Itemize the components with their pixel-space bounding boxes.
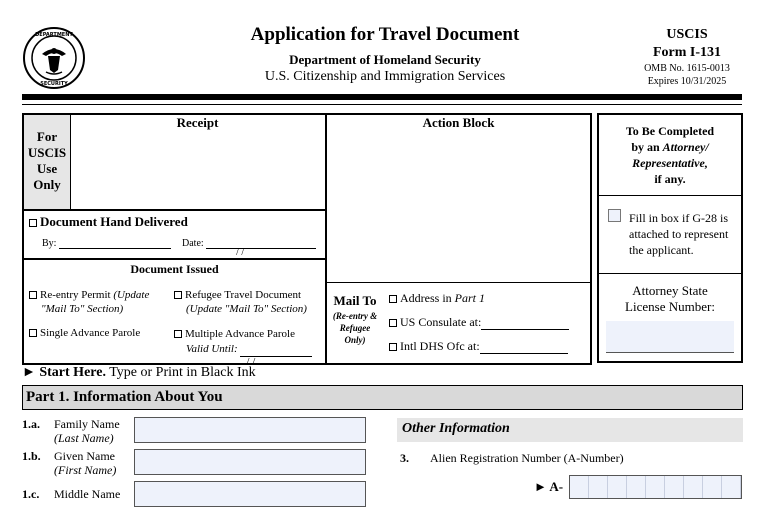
form-title: Application for Travel Document	[250, 24, 520, 45]
receipt-heading: Receipt	[176, 115, 219, 130]
checkbox-icon[interactable]	[389, 319, 397, 327]
a-number-prefix: ► A-	[534, 479, 564, 494]
attorney-license-input[interactable]	[606, 321, 734, 353]
mail-to-label: Mail To	[333, 293, 377, 308]
other-information-heading: Other Information	[402, 421, 510, 436]
a-number-label: Alien Registration Number (A-Number)	[430, 451, 624, 465]
us-consulate-option[interactable]: US Consulate at:	[389, 315, 569, 330]
omb-number: OMB No. 1615-0013	[644, 63, 730, 74]
given-name-input[interactable]	[134, 449, 366, 475]
svg-text:DEPARTMENT: DEPARTMENT	[35, 32, 73, 38]
field-number: 1.a.	[22, 417, 40, 431]
expiration-date: Expires 10/31/2025	[647, 76, 727, 87]
agency-name: U.S. Citizenship and Immigration Services	[264, 69, 506, 84]
checkbox-icon[interactable]	[174, 330, 182, 338]
checkbox-icon[interactable]	[389, 343, 397, 351]
g28-instructions: Fill in box if G-28 is attached to represent the applicant.	[629, 211, 729, 257]
dhs-seal-icon	[22, 26, 86, 90]
svg-text:SECURITY: SECURITY	[40, 81, 68, 87]
action-block-heading: Action Block	[422, 115, 495, 130]
address-in-part1-option[interactable]: Address in Part 1	[389, 291, 485, 306]
for-uscis-use-only: For USCIS Use Only	[27, 129, 67, 192]
dhs-seal	[22, 26, 86, 90]
attorney-heading: To Be Completed by an Attorney/ Representative, if any.	[625, 124, 715, 186]
checkbox-icon[interactable]	[29, 219, 37, 227]
a-number-input[interactable]	[569, 475, 742, 499]
field-number: 1.c.	[22, 487, 40, 501]
mail-to-sublabel: (Re-entry & Refugee Only)	[332, 311, 378, 345]
part1-title: Part 1. Information About You	[26, 389, 223, 405]
header-rule	[22, 94, 742, 100]
checkbox-icon[interactable]	[29, 291, 37, 299]
department-name: Department of Homeland Security	[289, 52, 481, 67]
reentry-permit-option[interactable]: Re-entry Permit (Update "Mail To" Section)	[29, 288, 149, 316]
checkbox-icon[interactable]	[174, 291, 182, 299]
family-name-label: Family Name (Last Name)	[54, 417, 120, 445]
g28-checkbox[interactable]	[608, 209, 621, 222]
header-rule-thin	[22, 104, 742, 105]
single-advance-parole-option[interactable]: Single Advance Parole	[29, 327, 140, 339]
field-number: 1.b.	[22, 449, 41, 463]
multiple-advance-parole-option[interactable]: Multiple Advance Parole Valid Until: / /	[174, 327, 312, 357]
by-line: By:	[42, 238, 171, 249]
middle-name-input[interactable]	[134, 481, 366, 507]
refugee-travel-doc-option[interactable]: Refugee Travel Document (Update "Mail To" Section)	[174, 288, 307, 316]
document-issued-heading: Document Issued	[130, 262, 219, 276]
doc-hand-delivered[interactable]: Document Hand Delivered	[29, 214, 188, 230]
form-number: Form I-131	[652, 45, 722, 60]
middle-name-label: Middle Name	[54, 487, 121, 501]
uscis-label: USCIS	[666, 27, 708, 42]
intl-dhs-office-option[interactable]: Intl DHS Ofc at:	[389, 339, 568, 354]
checkbox-icon[interactable]	[29, 329, 37, 337]
date-line: Date: / /	[182, 238, 316, 249]
given-name-label: Given Name (First Name)	[54, 449, 117, 477]
checkbox-icon[interactable]	[389, 295, 397, 303]
family-name-input[interactable]	[134, 417, 366, 443]
start-here-line: ► Start Here. Type or Print in Black Ink	[22, 365, 256, 380]
item-3-number: 3.	[400, 451, 409, 465]
attorney-license-label: Attorney State License Number:	[625, 283, 715, 314]
